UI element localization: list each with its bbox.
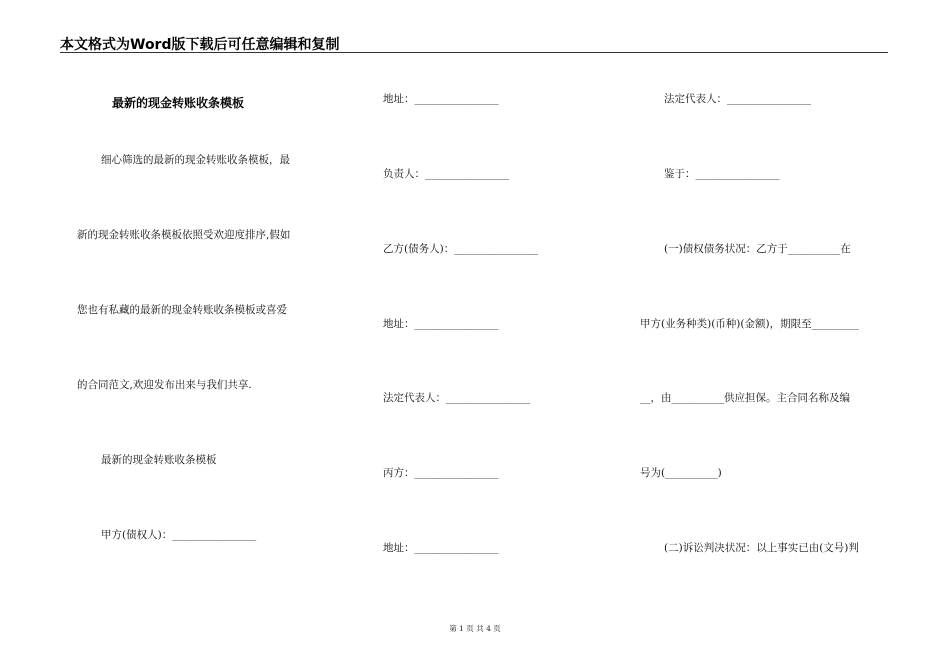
- paragraph-line: 您也有私藏的最新的现金转账收条模板或喜爱: [77, 304, 287, 316]
- address-field: 地址：________________: [383, 93, 499, 105]
- creditor-field: 甲方(债权人)：________________: [101, 529, 257, 541]
- party-c-field: 丙方：________________: [383, 467, 499, 479]
- address-field: 地址：________________: [383, 318, 499, 330]
- responsible-person-field: 负责人：________________: [383, 168, 509, 180]
- section-heading: 最新的现金转账收条模板: [101, 454, 217, 466]
- legal-representative-field: 法定代表人：________________: [383, 392, 530, 404]
- header-title: 本文格式为Word版下载后可任意编辑和复制: [60, 37, 340, 53]
- page-number: 第 1 页 共 4 页: [449, 624, 501, 633]
- document-title: 最新的现金转账收条模板: [112, 96, 245, 110]
- legal-representative-field: 法定代表人：________________: [664, 93, 811, 105]
- paragraph-line: (一)债权债务状况：乙方于__________在: [664, 243, 851, 255]
- paragraph-line: 号为(__________): [640, 467, 722, 479]
- paragraph-line: 甲方(业务种类)(币种)(金额)，期限至_________: [640, 318, 859, 330]
- paragraph-line: 新的现金转账收条模板依照受欢迎度排序,假如: [77, 229, 291, 241]
- paragraph-line: (二)诉讼判决状况：以上事实已由(文号)判: [664, 542, 859, 554]
- paragraph-line: 的合同范文,欢迎发布出来与我们共享.: [77, 379, 252, 391]
- header-divider: [60, 52, 888, 53]
- address-field: 地址：________________: [383, 542, 499, 554]
- whereas-field: 鉴于：________________: [664, 168, 780, 180]
- paragraph-line: __，由__________供应担保。主合同名称及编: [640, 392, 850, 404]
- paragraph-line: 细心筛选的最新的现金转账收条模板，最: [101, 154, 290, 166]
- debtor-field: 乙方(债务人)：________________: [383, 243, 539, 255]
